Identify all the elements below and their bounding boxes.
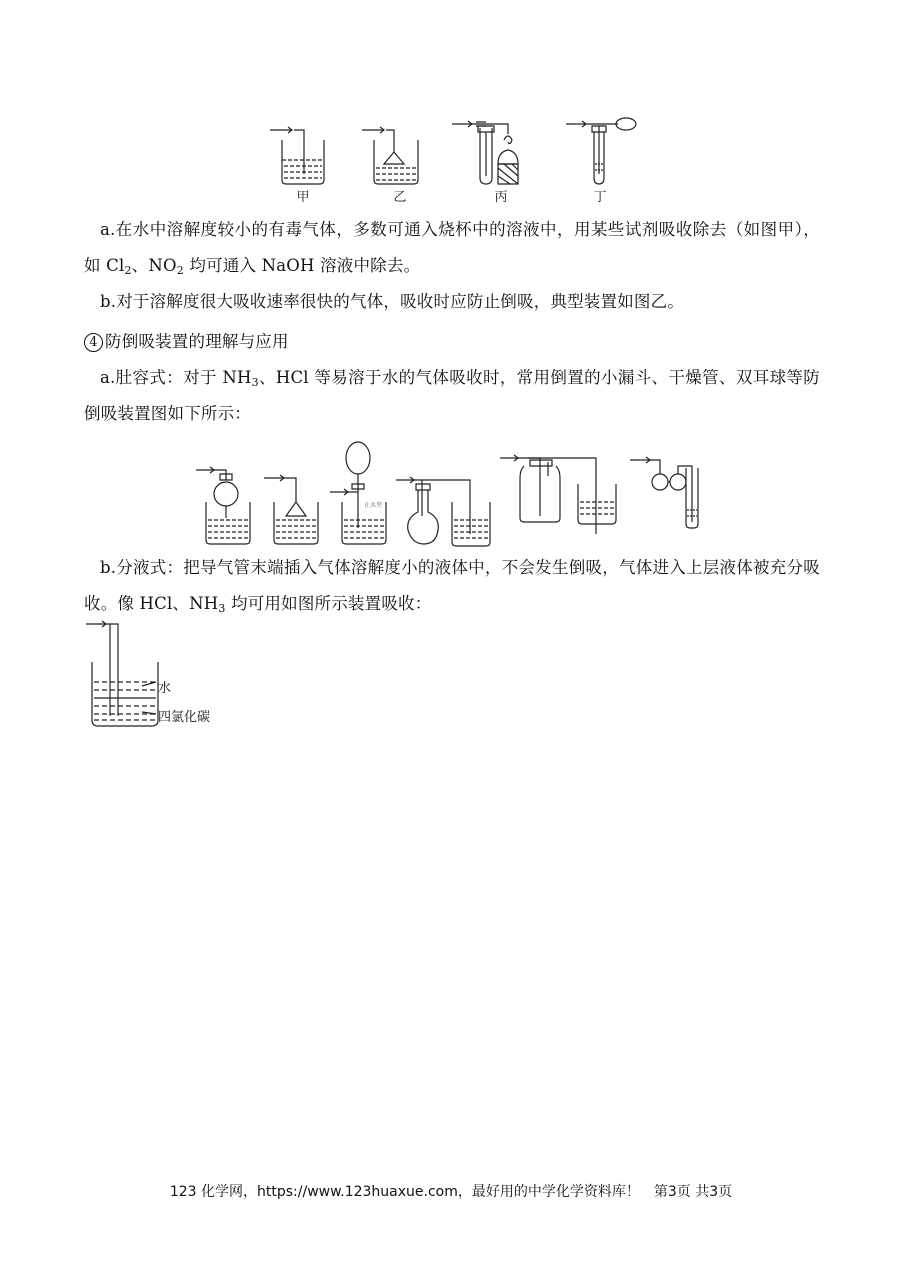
clamp-label: 止水夹 xyxy=(364,502,383,509)
circled-number: 4 xyxy=(84,333,103,352)
apparatus-ding-diagram xyxy=(566,114,638,186)
device-gas-bottle-and-beaker xyxy=(500,452,620,546)
device-flask-and-beaker xyxy=(396,474,492,546)
paragraph-a-toxic-gases: a.在水中溶解度较小的有毒气体，多数可通入烧杯中的溶液中，用某些试剂吸收除去（如图甲），如 $Cl_2$、$NO_2$ 均可通入 NaOH 溶液中除去。 xyxy=(84,220,820,277)
device-double-ear-bulb xyxy=(630,454,712,528)
device-drying-bulb xyxy=(196,464,256,546)
paragraph-b-liquid-separation: b.分液式：把导气管末端插入气体溶解度小的液体中，不会发生倒吸，气体进入上层液体被充分吸收。像 HCl、$NH_3$ 均可用如图所示装置吸收： xyxy=(84,558,820,615)
device-bulb-with-clamp xyxy=(330,438,396,546)
section-heading-4: 4 防倒吸装置的理解与应用 xyxy=(84,324,820,360)
apparatus-yi-diagram xyxy=(362,122,424,187)
label-ding: 丁 xyxy=(593,190,607,205)
water-ccl4-beaker-diagram xyxy=(86,618,166,730)
paragraph-a-belly-type: a.肚容式：对于 $NH_3$、HCl 等易溶于水的气体吸收时，常用倒置的小漏斗、干燥管、双耳球等防倒吸装置图如下所示： xyxy=(84,368,820,423)
paragraph-b-soluble-gases: b.对于溶解度很大吸收速率很快的气体，吸收时应防止倒吸，典型装置如图乙。 xyxy=(100,292,685,311)
label-yi: 乙 xyxy=(393,190,407,205)
apparatus-jia-diagram xyxy=(270,122,330,187)
apparatus-bing-diagram xyxy=(452,116,542,188)
device-inverted-funnel xyxy=(264,472,326,546)
label-carbon-tetrachloride: 四氯化碳 xyxy=(158,710,211,725)
page-footer: 123 化学网，https://www.123huaxue.com，最好用的中学化学资料库！ 第3页 共3页 xyxy=(169,1184,733,1200)
label-bing: 丙 xyxy=(494,190,508,205)
label-water: 水 xyxy=(158,681,172,696)
label-jia: 甲 xyxy=(296,190,310,205)
